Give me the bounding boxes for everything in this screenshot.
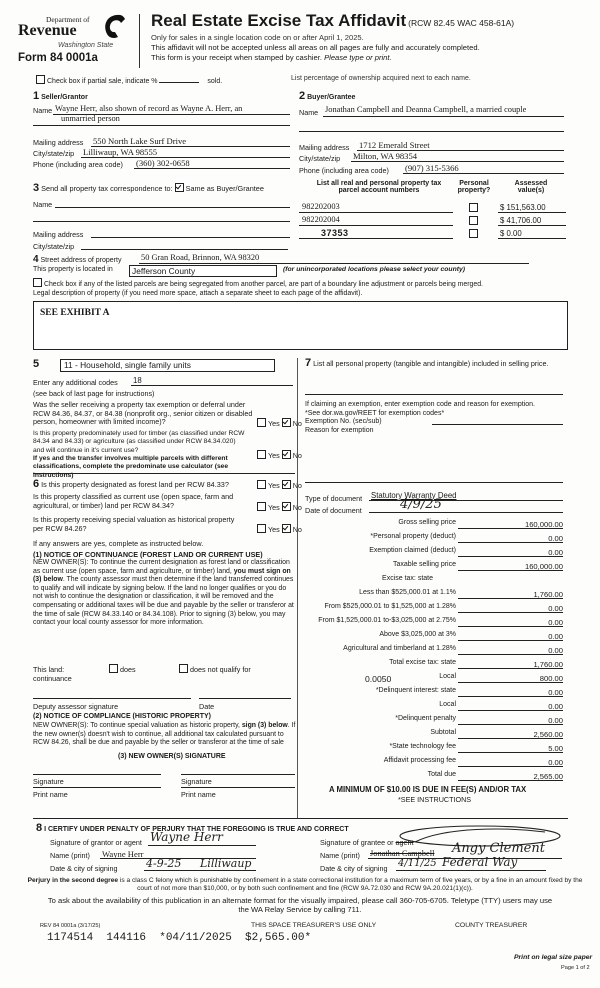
tax-label: Agricultural and timberland at 1.28% bbox=[343, 645, 456, 652]
buyer-heading bbox=[299, 90, 355, 102]
tax-row-tech-fee bbox=[300, 743, 563, 754]
n1-text-bold: you must sign on (3) below bbox=[33, 567, 291, 584]
revenue-logo-icon bbox=[100, 12, 126, 40]
seller-city-label: City/state/zip bbox=[33, 149, 75, 158]
tax-label: Total excise tax: state bbox=[389, 659, 456, 666]
ownership-note: List percentage of ownership acquired next to each name. bbox=[291, 75, 471, 82]
tax-label: *Personal property (deduct) bbox=[370, 533, 456, 540]
tax-row-tier1 bbox=[300, 589, 563, 600]
legal-description-box[interactable] bbox=[33, 301, 568, 350]
partial-sale-checkbox[interactable] bbox=[36, 75, 45, 84]
use-code-select[interactable]: 11 - Household, single family units bbox=[60, 359, 275, 372]
n1-text-a: NEW OWNER(S): To continue the current designation as forest land or classification as current use (open space, farm and agriculture, or timber) land, bbox=[33, 559, 290, 575]
does-label: does bbox=[120, 665, 136, 674]
notice-continuance-title: (1) NOTICE OF CONTINUANCE (FOREST LAND OR CURRENT USE) bbox=[33, 550, 263, 559]
see-back-note: (see back of last page for instructions) bbox=[33, 389, 155, 398]
historic-no-checkbox[interactable] bbox=[282, 524, 291, 533]
does-not-label: does not qualify for bbox=[190, 665, 251, 674]
seller-mailing-label: Mailing address bbox=[33, 138, 84, 147]
tax-value[interactable]: 0.00 bbox=[548, 688, 563, 697]
current-use-yes-checkbox[interactable] bbox=[257, 502, 266, 511]
exemption-no-checkbox[interactable] bbox=[282, 418, 291, 427]
section-5-6-divider bbox=[297, 358, 298, 818]
parcel-row bbox=[299, 215, 569, 227]
partial-sale-row bbox=[36, 75, 222, 85]
tax-row-total-state bbox=[300, 659, 563, 670]
tax-value[interactable]: 5.00 bbox=[548, 744, 563, 753]
tax-label: Affidavit processing fee bbox=[383, 757, 456, 764]
treasurer-stamp: 1174514 144116 *04/11/2025 $2,565.00* bbox=[47, 932, 312, 944]
exemption-question: Was the seller receiving a property tax exemption or deferral under RCW 84.36, 84.37, or 84.38 (nonprofit org., senior citizen or disabled person, homeowner with limited income)? bbox=[33, 400, 253, 427]
seller-city-field[interactable]: Lilliwaup, WA 98555 bbox=[83, 147, 158, 157]
parcel-number[interactable]: 982202004 bbox=[302, 215, 340, 224]
perjury-text: is a class C felony which is punishable by confinement in a state correctional institution for a maximum term of five years, or by a fine in an amount fixed by the court of not more than $10,000, or by both such confinement and fine (RCW 9A.72.030 and RCW 9A.20.021(1)(c)). bbox=[118, 877, 583, 892]
tax-row-taxable bbox=[300, 561, 563, 572]
notice-continuance-text bbox=[33, 559, 297, 628]
tax-value[interactable]: 0.00 bbox=[548, 548, 563, 557]
doc-date-field[interactable]: 4/9/25 bbox=[400, 497, 442, 512]
same-as-buyer-label: Same as Buyer/Grantee bbox=[185, 184, 264, 193]
segregated-label: Check box if any of the listed parcels are being segregated from another parcel, are part of a boundary line adjustment or parcels being merged. bbox=[44, 281, 483, 288]
seller-section bbox=[33, 90, 290, 175]
print-name-label: Print name bbox=[181, 790, 216, 799]
tax-value[interactable]: 0.00 bbox=[548, 632, 563, 641]
section-number-8: 8 bbox=[36, 822, 43, 834]
street-field[interactable]: 50 Gran Road, Brinnon, WA 98320 bbox=[141, 253, 260, 262]
segregated-row bbox=[33, 278, 483, 288]
see-instructions-note: *SEE INSTRUCTIONS bbox=[398, 795, 472, 804]
no-label: No bbox=[292, 451, 302, 460]
n2-text-c: . If the new owner(s) doesn't wish to continue, all additional tax calculated pursuant to RCW 84.26, shall be due and payable by the seller or transferor at the time of sale bbox=[33, 722, 296, 747]
grantor-date-label: Date & city of signing bbox=[50, 864, 118, 873]
yes-label: Yes bbox=[268, 525, 280, 534]
title-ref: (RCW 82.45 WAC 458-61A) bbox=[408, 18, 515, 28]
segregated-checkbox[interactable] bbox=[33, 278, 42, 287]
owner-print-name-field-2[interactable] bbox=[181, 787, 295, 788]
current-use-answer bbox=[257, 502, 302, 512]
tax-value[interactable]: 160,000.00 bbox=[524, 520, 563, 529]
tax-value[interactable]: 0.00 bbox=[548, 604, 563, 613]
tax-label: From $525,000.01 to $1,525,000 at 1.28% bbox=[324, 603, 456, 610]
header-line-3 bbox=[151, 53, 392, 62]
tax-label: Subtotal bbox=[430, 729, 456, 736]
deputy-date-label: Date bbox=[199, 702, 215, 711]
treasurer-use-only: THIS SPACE TREASURER'S USE ONLY bbox=[251, 922, 377, 929]
correspondence-city-label: City/state/zip bbox=[33, 242, 75, 251]
tax-label: Less than $525,000.01 at 1.1% bbox=[359, 589, 456, 596]
tax-value[interactable]: 2,565.00 bbox=[533, 772, 563, 781]
section-number-2: 2 bbox=[299, 90, 306, 102]
street-label: Street address of property bbox=[40, 257, 122, 264]
parcel-row bbox=[299, 202, 569, 214]
assessed-value[interactable]: $ 0.00 bbox=[500, 229, 522, 238]
land-does-checkbox[interactable] bbox=[109, 664, 118, 673]
personal-property-checkbox[interactable] bbox=[469, 229, 478, 238]
no-label: No bbox=[292, 503, 302, 512]
grantor-name-label: Name (print) bbox=[50, 851, 90, 860]
grantee-sig-label-text: Signature of grantee or bbox=[320, 838, 394, 847]
doc-type-field[interactable]: Statutory Warranty Deed bbox=[371, 491, 457, 500]
correspondence-mailing-label: Mailing address bbox=[33, 230, 84, 239]
grantee-date[interactable]: 4/11/25 bbox=[398, 858, 437, 869]
buyer-name-label: Name bbox=[299, 108, 319, 117]
legal-description-text: SEE EXHIBIT A bbox=[40, 308, 110, 318]
signature-label: Signature bbox=[181, 777, 212, 786]
doc-date-label: Date of document bbox=[305, 506, 362, 515]
tax-value[interactable]: 0.00 bbox=[548, 702, 563, 711]
current-use-question: Is this property classified as current use (open space, farm and agricultural, or timber) land per RCW 84.34? bbox=[33, 492, 234, 510]
forest-yes-checkbox[interactable] bbox=[257, 480, 266, 489]
forest-no-checkbox[interactable] bbox=[282, 480, 291, 489]
new-owner-signature-title: (3) NEW OWNER(S) SIGNATURE bbox=[118, 753, 226, 760]
tax-row-exemption bbox=[300, 547, 563, 558]
state-text: Washington State bbox=[58, 42, 114, 49]
exemption-no-field[interactable] bbox=[432, 424, 563, 425]
forest-question bbox=[33, 478, 229, 490]
print-name-label: Print name bbox=[33, 790, 68, 799]
tax-row-penalty bbox=[300, 715, 563, 726]
seller-phone-label: Phone (including area code) bbox=[33, 160, 123, 169]
receipt-text: This form is your receipt when stamped by cashier. bbox=[151, 53, 322, 62]
seller-mailing-field[interactable]: 550 North Lake Surf Drive bbox=[93, 136, 187, 146]
legal-paper-note: Print on legal size paper bbox=[514, 954, 593, 961]
parcel-row bbox=[299, 228, 569, 240]
tax-row-agricultural bbox=[300, 645, 563, 656]
assessed-value[interactable]: $ 151,563.00 bbox=[500, 203, 546, 212]
tax-value[interactable]: 2,560.00 bbox=[533, 730, 563, 739]
no-label: No bbox=[292, 525, 302, 534]
additional-codes-label: Enter any additional codes bbox=[33, 378, 118, 387]
personal-property-text: List all personal property (tangible and intangible) included in selling price. bbox=[313, 359, 549, 368]
seller-title: Seller/Grantor bbox=[41, 94, 88, 101]
tax-label: Above $3,025,000 at 3% bbox=[379, 631, 456, 638]
tax-label: Local bbox=[439, 701, 456, 708]
tax-label: Excise tax: state bbox=[382, 575, 433, 582]
seller-name-field-line2[interactable]: unmarried person bbox=[61, 114, 120, 123]
certify-title: I CERTIFY UNDER PENALTY OF PERJURY THAT THE FOREGOING IS TRUE AND CORRECT bbox=[44, 826, 349, 833]
grantor-signature-label: Signature of grantor or agent bbox=[50, 838, 142, 847]
seller-heading bbox=[33, 90, 88, 102]
correspondence-name-field[interactable] bbox=[55, 207, 290, 208]
tax-value[interactable]: 0.00 bbox=[548, 618, 563, 627]
personal-property-field[interactable] bbox=[305, 394, 563, 395]
perjury-bold: Perjury in the second degree bbox=[27, 877, 119, 884]
grantor-city[interactable]: Lilliwaup bbox=[200, 857, 252, 870]
timber-question-bold: If yes and the transfer involves multiple parcels with different classifications, complete the predominate use calculator (see instructions) bbox=[33, 455, 229, 479]
parcel-table bbox=[299, 180, 569, 250]
type-print-text: Please type or print. bbox=[324, 53, 392, 62]
section-number-5: 5 bbox=[33, 358, 40, 370]
land-does-not-option bbox=[179, 664, 251, 674]
parcel-col-header: List all real and personal property tax parcel account numbers bbox=[316, 180, 442, 194]
local-rate[interactable]: 0.0050 bbox=[365, 674, 392, 684]
tax-label: *Delinquent interest: state bbox=[375, 687, 456, 694]
tax-value[interactable]: 0.00 bbox=[548, 716, 563, 725]
seller-name-label: Name bbox=[33, 106, 53, 115]
grantor-signature[interactable]: Wayne Herr bbox=[150, 830, 223, 844]
signature-label: Signature bbox=[33, 777, 64, 786]
tax-label: Exemption claimed (deduct) bbox=[369, 547, 456, 554]
land-does-option bbox=[109, 664, 136, 674]
tax-row-local bbox=[300, 673, 563, 684]
tax-row-processing-fee bbox=[300, 757, 563, 768]
tax-row-delinquent-local bbox=[300, 701, 563, 712]
notice-compliance-title: (2) NOTICE OF COMPLIANCE (HISTORIC PROPERTY) bbox=[33, 713, 211, 720]
tax-label: Local bbox=[439, 673, 456, 680]
county-treasurer: COUNTY TREASURER bbox=[455, 922, 528, 929]
located-label: This property is located in bbox=[33, 266, 113, 273]
correspondence-label: Send all property tax correspondence to: bbox=[41, 184, 173, 193]
buyer-title: Buyer/Grantee bbox=[307, 94, 356, 101]
no-label: No bbox=[292, 419, 302, 428]
perjury-notice bbox=[22, 877, 588, 893]
section-number-4: 4 bbox=[33, 254, 39, 265]
tax-row-tier4 bbox=[300, 631, 563, 642]
buyer-city-field[interactable]: Milton, WA 98354 bbox=[353, 151, 418, 161]
grantee-city[interactable]: Federal Way bbox=[442, 855, 518, 869]
page-number: Page 1 of 2 bbox=[561, 965, 590, 971]
tax-value[interactable]: 0.00 bbox=[548, 646, 563, 655]
buyer-phone-label: Phone (including area code) bbox=[299, 166, 389, 175]
exemption-text: If claiming an exemption, enter exemption code and reason for exemption. *See dor.wa.gov/REET for exemption codes* bbox=[305, 401, 535, 417]
yes-label: Yes bbox=[268, 481, 280, 490]
exemption-yes-checkbox[interactable] bbox=[257, 418, 266, 427]
partial-sale-percent-input[interactable] bbox=[159, 82, 199, 83]
tax-label: *Delinquent penalty bbox=[395, 715, 456, 722]
grantor-date[interactable]: 4-9-25 bbox=[146, 857, 182, 870]
tax-label: *State technology fee bbox=[389, 743, 456, 750]
buyer-mailing-label: Mailing address bbox=[299, 143, 350, 152]
forest-question-text: Is this property designated as forest land per RCW 84.33? bbox=[41, 480, 229, 489]
deputy-signature-label: Deputy assessor signature bbox=[33, 702, 119, 711]
correspondence-section bbox=[33, 182, 290, 252]
tax-row-tier3 bbox=[300, 617, 563, 628]
n2-text-a: NEW OWNER(S): To continue special valuation as historic property, bbox=[33, 722, 242, 729]
notice-compliance-text bbox=[33, 722, 297, 748]
tax-label: Gross selling price bbox=[398, 519, 456, 526]
n2-text-bold: sign (3) below bbox=[241, 722, 288, 729]
grantor-name[interactable]: Wayne Herr bbox=[102, 849, 144, 859]
owner-signature-field-2[interactable] bbox=[181, 774, 295, 775]
dor-logo bbox=[18, 12, 130, 68]
tax-label: Total due bbox=[427, 771, 456, 778]
personal-col-header: Personal property? bbox=[457, 180, 491, 194]
this-land-label: This land: bbox=[33, 665, 65, 674]
timber-no-checkbox[interactable] bbox=[282, 450, 291, 459]
doc-type-label: Type of document bbox=[305, 494, 363, 503]
historic-yes-checkbox[interactable] bbox=[257, 524, 266, 533]
correspondence-city-field[interactable] bbox=[81, 249, 288, 250]
tax-row-total-due bbox=[300, 771, 563, 782]
personal-property-label bbox=[305, 358, 567, 369]
agent-struck: agent bbox=[395, 838, 414, 847]
no-label: No bbox=[292, 481, 302, 490]
timber-question: Is this property predominately used for timber (as classified under RCW 84.34 and 84.33) or agriculture (as classified under RCW 84.34.020) and will continue in it's current use? bbox=[33, 430, 245, 454]
section-number-6: 6 bbox=[33, 478, 40, 490]
correspondence-mailing-field[interactable] bbox=[91, 237, 290, 238]
personal-property-checkbox[interactable] bbox=[469, 216, 478, 225]
header-line-1: Only for sales in a single location code on or after April 1, 2025. bbox=[151, 33, 364, 42]
form-number: Form 84 0001a bbox=[18, 52, 98, 64]
parcel-number[interactable]: 37353 bbox=[321, 228, 349, 238]
same-as-buyer-checkbox[interactable] bbox=[175, 183, 184, 192]
dept-of-text: Department of bbox=[46, 15, 90, 24]
street-row bbox=[33, 254, 121, 265]
header-divider bbox=[139, 14, 140, 68]
current-use-no-checkbox[interactable] bbox=[282, 502, 291, 511]
grantee-date-label: Date & city of signing bbox=[320, 864, 388, 873]
section-number-7: 7 bbox=[305, 357, 312, 369]
tax-label: Taxable selling price bbox=[392, 561, 456, 568]
seller-phone-field[interactable]: (360) 302-0658 bbox=[136, 158, 190, 168]
partial-sale-label: Check box if partial sale, indicate % bbox=[47, 78, 158, 85]
parcel-number[interactable]: 982202003 bbox=[302, 202, 340, 211]
exemption-answer bbox=[257, 418, 302, 428]
grantee-name-struck: Jonathan Campbell bbox=[370, 849, 435, 858]
timber-answer bbox=[257, 450, 302, 460]
grantee-name-label: Name (print) bbox=[320, 851, 360, 860]
buyer-section bbox=[299, 90, 564, 175]
tax-row-gross bbox=[300, 519, 563, 530]
deputy-date-field[interactable] bbox=[199, 698, 291, 699]
title-main: Real Estate Excise Tax Affidavit bbox=[151, 11, 407, 30]
correspondence-heading bbox=[33, 182, 264, 194]
buyer-city-label: City/state/zip bbox=[299, 154, 341, 163]
tax-row-excise-heading bbox=[300, 575, 563, 586]
legal-label: Legal description of property (if you need more space, attach a separate sheet to each page of the affidavit). bbox=[33, 290, 363, 297]
yes-label: Yes bbox=[268, 419, 280, 428]
instruction-text: If any answers are yes, complete as instructed below. bbox=[33, 539, 204, 548]
deputy-signature-field[interactable] bbox=[33, 698, 191, 699]
tax-value[interactable]: 800.00 bbox=[539, 674, 563, 683]
header-line-2: This affidavit will not be accepted unless all areas on all pages are fully and accurately completed. bbox=[151, 43, 480, 52]
tax-row-subtotal bbox=[300, 729, 563, 740]
buyer-name-field[interactable]: Jonathan Campbell and Deanna Campbell, a married couple bbox=[325, 105, 527, 114]
n1-text-c: . The county assessor must then determine if the land transferred continues to qualify and will indicate by signing below. If the land no longer qualifies or you do not wish to continue the designation or classification, it will be removed and the compensating or additional taxes will be due and payable by the seller or transferor at the time of sale (RCW 84.33.140 or 84.34.108). Prior to signing (3) below, you may contact your local county assessor for more information. bbox=[33, 576, 294, 627]
page-title bbox=[151, 11, 514, 31]
tax-row-tier2 bbox=[300, 603, 563, 614]
section-number-1: 1 bbox=[33, 90, 40, 102]
yes-label: Yes bbox=[268, 503, 280, 512]
historic-question: Is this property receiving special valuation as historical property per RCW 84.26? bbox=[33, 515, 235, 533]
tax-value[interactable]: 1,760.00 bbox=[533, 590, 563, 599]
grantee-name[interactable]: Angy Clement bbox=[452, 841, 545, 856]
assessed-col-header: Assessed value(s) bbox=[514, 180, 548, 194]
partial-sale-sold-text: sold. bbox=[207, 78, 223, 85]
tax-row-personal bbox=[300, 533, 563, 544]
exemption-reason-label: Reason for exemption bbox=[305, 427, 374, 434]
timber-yes-checkbox[interactable] bbox=[257, 450, 266, 459]
revenue-text: Revenue bbox=[18, 22, 77, 39]
tax-value[interactable]: 0.00 bbox=[548, 758, 563, 767]
county-note: (for unincorporated locations please select your county) bbox=[283, 266, 466, 273]
tax-value[interactable]: 1,760.00 bbox=[533, 660, 563, 669]
owner-print-name-field-1[interactable] bbox=[33, 787, 161, 788]
form-revision: REV 84 0001a (3/17/25) bbox=[40, 923, 101, 929]
personal-property-checkbox[interactable] bbox=[469, 203, 478, 212]
seller-name-field[interactable]: Wayne Herr, also shown of record as Wayne A. Herr, an bbox=[55, 104, 243, 113]
buyer-phone-field[interactable]: (907) 315-5366 bbox=[405, 163, 459, 173]
alt-format-notice: To ask about the availability of this publication in an alternate format for the visually impaired, please call 360-705-6705. Teletype (TTY) users may use the WA Relay Service by calling 711. bbox=[47, 896, 553, 914]
buyer-mailing-field[interactable]: 1712 Emerald Street bbox=[359, 140, 430, 150]
tax-row-delinquent-state bbox=[300, 687, 563, 698]
correspondence-name-label: Name bbox=[33, 200, 53, 209]
exemption-no-label: Exemption No. (sec/sub) bbox=[305, 418, 382, 425]
tax-value[interactable]: 160,000.00 bbox=[524, 562, 563, 571]
tax-label: From $1,525,000.01 to-$3,025,000 at 2.75% bbox=[318, 617, 456, 624]
historic-answer bbox=[257, 524, 302, 534]
forest-answer bbox=[257, 480, 302, 490]
section-number-3: 3 bbox=[33, 182, 40, 194]
assessed-value[interactable]: $ 41,706.00 bbox=[500, 216, 542, 225]
land-does-not-checkbox[interactable] bbox=[179, 664, 188, 673]
continuance-label: continuance bbox=[33, 674, 72, 683]
additional-codes-field[interactable]: 18 bbox=[133, 376, 142, 385]
tax-value[interactable]: 0.00 bbox=[548, 534, 563, 543]
yes-label: Yes bbox=[268, 451, 280, 460]
owner-signature-field-1[interactable] bbox=[33, 774, 161, 775]
minimum-due-note: A MINIMUM OF $10.00 IS DUE IN FEE(S) AND/OR TAX bbox=[329, 785, 527, 794]
county-select[interactable]: Jefferson County bbox=[129, 265, 277, 277]
